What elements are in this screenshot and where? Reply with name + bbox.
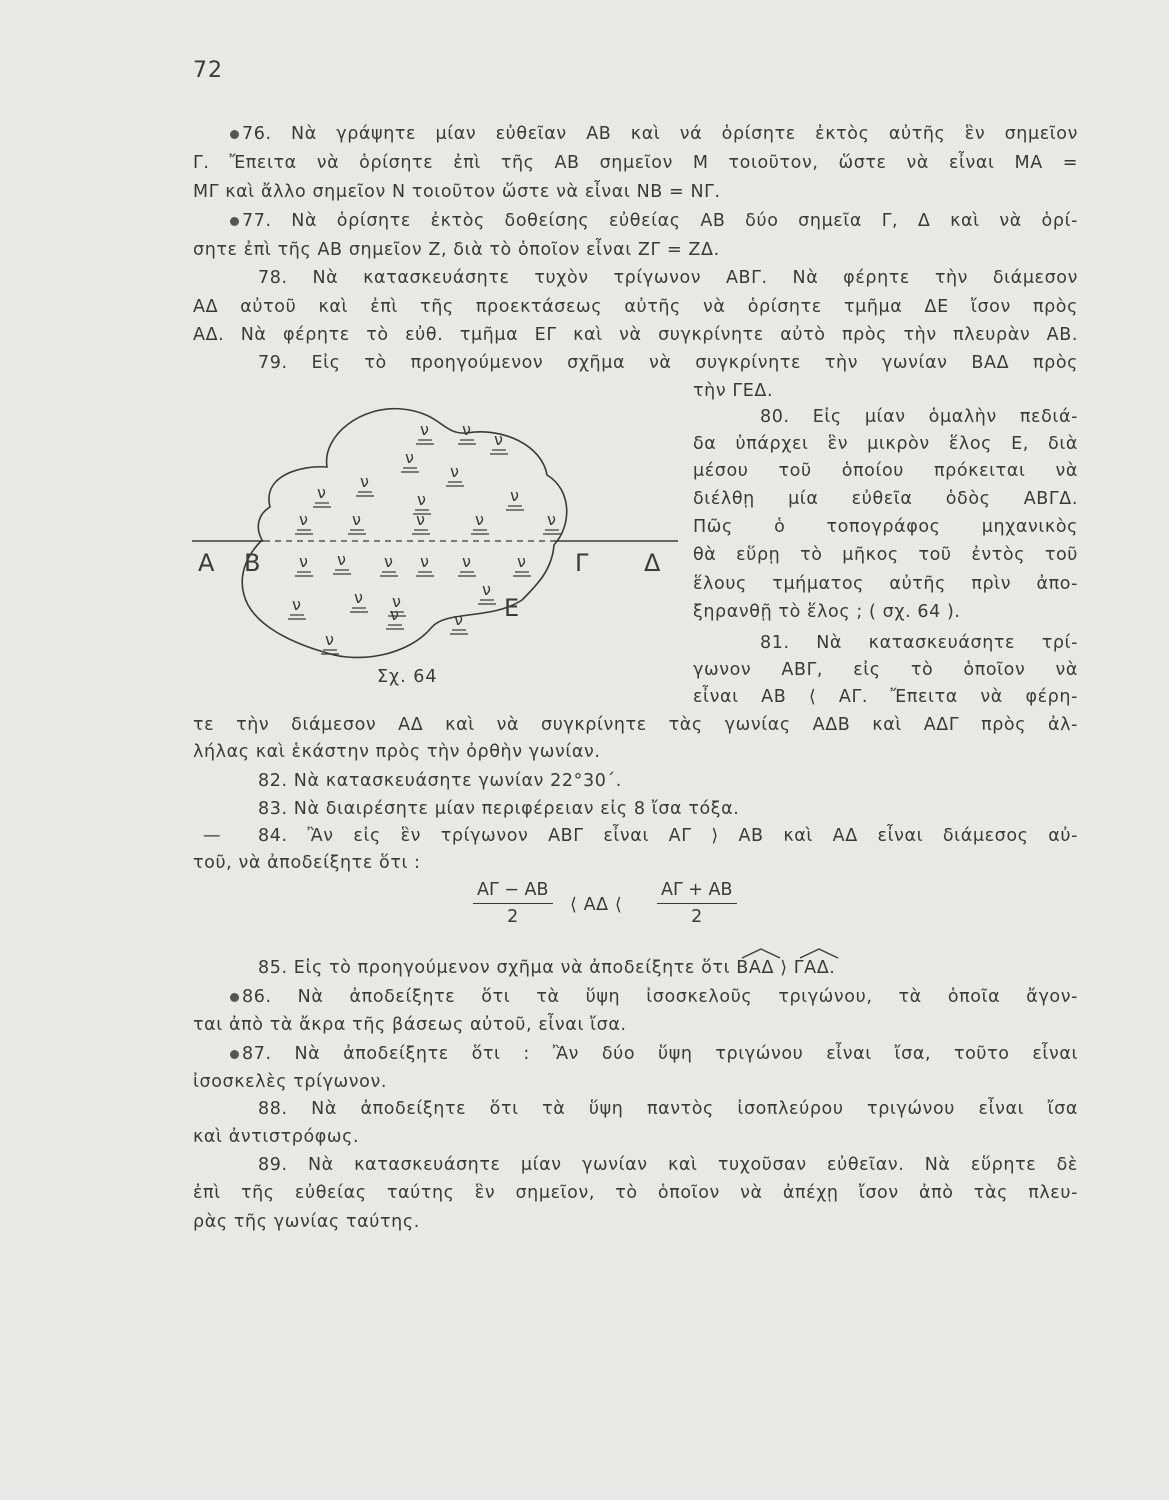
point-label-b: Β: [244, 549, 261, 577]
marsh-symbol-icon: ν: [325, 630, 334, 649]
relation-symbol: ⟩: [780, 958, 788, 978]
marsh-symbol-icon: ν: [392, 592, 401, 611]
exercise-88-line-1: 88. Νὰ ἀποδείξητε ὅτι τὰ ὕψη παντὸς ἰσοπλεύρου τριγώνου εἶναι ἴσα: [258, 1099, 1078, 1119]
marsh-symbol-icon: ν: [384, 552, 393, 571]
inequality-middle: ⟨ ΑΔ ⟨: [570, 895, 623, 915]
exercise-81-line-2: γωνον ΑΒΓ, εἰς τὸ ὁποῖον νὰ: [693, 660, 1078, 680]
exercise-80-line-1: 80. Εἰς μίαν ὁμαλὴν πεδιά-: [760, 407, 1078, 427]
exercise-85: 85. Εἰς τὸ προηγούμενον σχῆμα νὰ ἀποδείξητε ὅτι ΒΑΔ ⟩ ΓΑΔ.: [258, 958, 835, 978]
exercise-80-line-6: θὰ εὕρῃ τὸ μῆκος τοῦ ἐντὸς τοῦ: [693, 545, 1078, 565]
fraction-numerator: ΑΓ + ΑΒ: [657, 880, 737, 904]
exercise-83: 83. Νὰ διαιρέσητε μίαν περιφέρειαν εἰς 8 ἴσα τόξα.: [258, 799, 740, 819]
exercise-86-line-1: 86. Νὰ ἀποδείξητε ὅτι τὰ ὕψη ἰσοσκελοῦς τριγώνου, τὰ ὁποῖα ἄγον-: [230, 987, 1078, 1007]
exercise-78-line-2: ΑΔ αὐτοῦ καὶ ἐπὶ τῆς προεκτάσεως αὐτῆς νὰ ὁρίσητε τμῆμα ΔΕ ἴσον πρὸς: [193, 297, 1078, 317]
bullet-dot-icon: [230, 993, 239, 1002]
page-number: 72: [193, 58, 223, 83]
angle-gad: ΓΑΔ: [794, 958, 830, 978]
exercise-80-line-5: Πῶς ὁ τοπογράφος μηχανικὸς: [693, 517, 1078, 537]
marsh-symbol-icon: ν: [416, 510, 425, 529]
exercise-76-line-2: Γ. Ἔπειτα νὰ ὁρίσητε ἐπὶ τῆς ΑΒ σημεῖον Μ τοιοῦτον, ὥστε νὰ εἶναι ΜΑ =: [193, 153, 1078, 173]
fraction-denominator: 2: [691, 907, 703, 927]
marsh-symbol-icon: ν: [337, 550, 346, 569]
exercise-80-line-8: ξηρανθῇ τὸ ἕλος ; ( σχ. 64 ).: [693, 602, 961, 622]
exercise-79-line-1: 79. Εἰς τὸ προηγούμενον σχῆμα νὰ συγκρίνητε τὴν γωνίαν ΒΑΔ πρὸς: [258, 353, 1078, 373]
exercise-89-line-2: ἐπὶ τῆς εὐθείας ταύτης ἓν σημεῖον, τὸ ὁποῖον νὰ ἀπέχῃ ἴσον ἀπὸ τὰς πλευ-: [193, 1183, 1078, 1203]
exercise-81-line-1: 81. Νὰ κατασκευάσητε τρί-: [760, 633, 1078, 653]
exercise-81-line-5: λήλας καὶ ἑκάστην πρὸς τὴν ὀρθὴν γωνίαν.: [193, 742, 601, 762]
exercise-88-line-2: καὶ ἀντιστρόφως.: [193, 1127, 360, 1147]
exercise-80-line-3: μέσου τοῦ ὁποίου πρόκειται νὰ: [693, 461, 1078, 481]
exercise-78-line-1: 78. Νὰ κατασκευάσητε τυχὸν τρίγωνον ΑΒΓ. Νὰ φέρητε τὴν διάμεσον: [258, 268, 1078, 288]
marsh-symbol-icon: ν: [462, 552, 471, 571]
angle-arc-icon: [736, 946, 786, 960]
exercise-80-line-7: ἕλους τμήματος αὐτῆς πρὶν ἀπο-: [693, 574, 1078, 594]
exercise-87-line-1: 87. Νὰ ἀποδείξητε ὅτι : Ἂν δύο ὕψη τριγώνου εἶναι ἴσα, τοῦτο εἶναι: [230, 1044, 1078, 1064]
exercise-81-line-3: εἶναι ΑΒ ⟨ ΑΓ. Ἔπειτα νὰ φέρη-: [693, 687, 1078, 707]
point-label-d: Δ: [644, 549, 661, 577]
point-label-e: Ε: [504, 594, 520, 622]
bullet-dot-icon: [230, 217, 239, 226]
angle-arc-icon: [794, 946, 844, 960]
marsh-symbol-icon: ν: [450, 462, 459, 481]
marsh-symbol-icon: ν: [405, 448, 414, 467]
marsh-symbols: [288, 420, 561, 654]
marsh-symbol-icon: ν: [292, 595, 301, 614]
exercise-77-line-2: σητε ἐπὶ τῆς ΑΒ σημεῖον Ζ, διὰ τὸ ὁποῖον εἶναι ΖΓ = ΖΔ.: [193, 240, 720, 260]
marsh-symbol-icon: ν: [352, 510, 361, 529]
marsh-symbol-icon: ν: [454, 610, 463, 629]
marsh-symbol-icon: ν: [420, 420, 429, 439]
fraction-numerator: ΑΓ − ΑΒ: [473, 880, 553, 904]
exercise-84-line-2: τοῦ, νὰ ἀποδείξητε ὅτι :: [193, 853, 421, 873]
marsh-symbol-icon: ν: [475, 510, 484, 529]
exercise-82: 82. Νὰ κατασκευάσητε γωνίαν 22°30΄.: [258, 771, 622, 791]
exercise-76-line-3: ΜΓ καὶ ἄλλο σημεῖον Ν τοιοῦτον ὥστε νὰ εἶναι ΝΒ = ΝΓ.: [193, 182, 721, 202]
exercise-79-line-2: τὴν ΓΕΔ.: [693, 381, 774, 401]
marsh-symbol-icon: ν: [462, 420, 471, 439]
point-label-g: Γ: [575, 549, 589, 577]
angle-bad: ΒΑΔ: [736, 958, 774, 978]
exercise-81-line-4: τε τὴν διάμεσον ΑΔ καὶ νὰ συγκρίνητε τὰς γωνίας ΑΔΒ καὶ ΑΔΓ πρὸς ἀλ-: [193, 715, 1078, 735]
marsh-symbol-icon: ν: [299, 552, 308, 571]
marsh-symbol-icon: ν: [482, 580, 491, 599]
exercise-77-line-1: 77. Νὰ ὁρίσητε ἐκτὸς δοθείσης εὐθείας ΑΒ δύο σημεῖα Γ, Δ καὶ νὰ ὁρί-: [230, 211, 1078, 231]
marsh-symbol-icon: ν: [299, 510, 308, 529]
exercise-84-line-1: 84. Ἂν εἰς ἓν τρίγωνον ΑΒΓ εἶναι ΑΓ ⟩ ΑΒ καὶ ΑΔ εἶναι διάμεσος αὐ-: [258, 826, 1078, 846]
exercise-76-line-1: 76. Νὰ γράψητε μίαν εὐθεῖαν ΑΒ καὶ νά ὁρίσητε ἐκτὸς αὐτῆς ἓν σημεῖον: [230, 124, 1078, 144]
marsh-symbol-icon: ν: [517, 552, 526, 571]
exercise-80-line-2: δα ὑπάρχει ἓν μικρὸν ἕλος Ε, διὰ: [693, 434, 1078, 454]
marsh-symbol-icon: ν: [510, 486, 519, 505]
figure-caption: Σχ. 64: [377, 667, 438, 687]
exercise-89-line-3: ρὰς τῆς γωνίας ταύτης.: [193, 1212, 420, 1232]
exercise-80-line-4: διέλθῃ μία εὐθεῖα ὁδὸς ΑΒΓΔ.: [693, 489, 1078, 509]
exercise-84-dash: —: [203, 826, 222, 846]
exercise-87-line-2: ἰσοσκελὲς τρίγωνον.: [193, 1072, 388, 1092]
point-label-a: Α: [198, 549, 215, 577]
exercise-86-line-2: ται ἀπὸ τὰ ἄκρα τῆς βάσεως αὐτοῦ, εἶναι ἴσα.: [193, 1015, 627, 1035]
fraction-difference: [473, 880, 553, 927]
bullet-dot-icon: [230, 130, 239, 139]
fraction-denominator: 2: [507, 907, 519, 927]
marsh-symbol-icon: ν: [420, 552, 429, 571]
marsh-symbol-icon: ν: [417, 490, 426, 509]
exercise-85-text: 85. Εἰς τὸ προηγούμενον σχῆμα νὰ ἀποδείξητε ὅτι: [258, 958, 731, 978]
marsh-symbol-icon: ν: [360, 472, 369, 491]
exercise-78-line-3: ΑΔ. Νὰ φέρητε τὸ εὐθ. τμῆμα ΕΓ καὶ νὰ συγκρίνητε αὐτὸ πρὸς τὴν πλευρὰν ΑΒ.: [193, 325, 1078, 345]
marsh-symbol-icon: ν: [547, 510, 556, 529]
exercise-89-line-1: 89. Νὰ κατασκευάσητε μίαν γωνίαν καὶ τυχοῦσαν εὐθεῖαν. Νὰ εὕρητε δὲ: [258, 1155, 1078, 1175]
bullet-dot-icon: [230, 1050, 239, 1059]
marsh-symbol-icon: ν: [317, 483, 326, 502]
figure-64-marsh-diagram: [192, 395, 682, 670]
fraction-sum: [657, 880, 737, 927]
marsh-symbol-icon: ν: [390, 605, 399, 624]
marsh-symbol-icon: ν: [494, 430, 503, 449]
marsh-symbol-icon: ν: [354, 588, 363, 607]
